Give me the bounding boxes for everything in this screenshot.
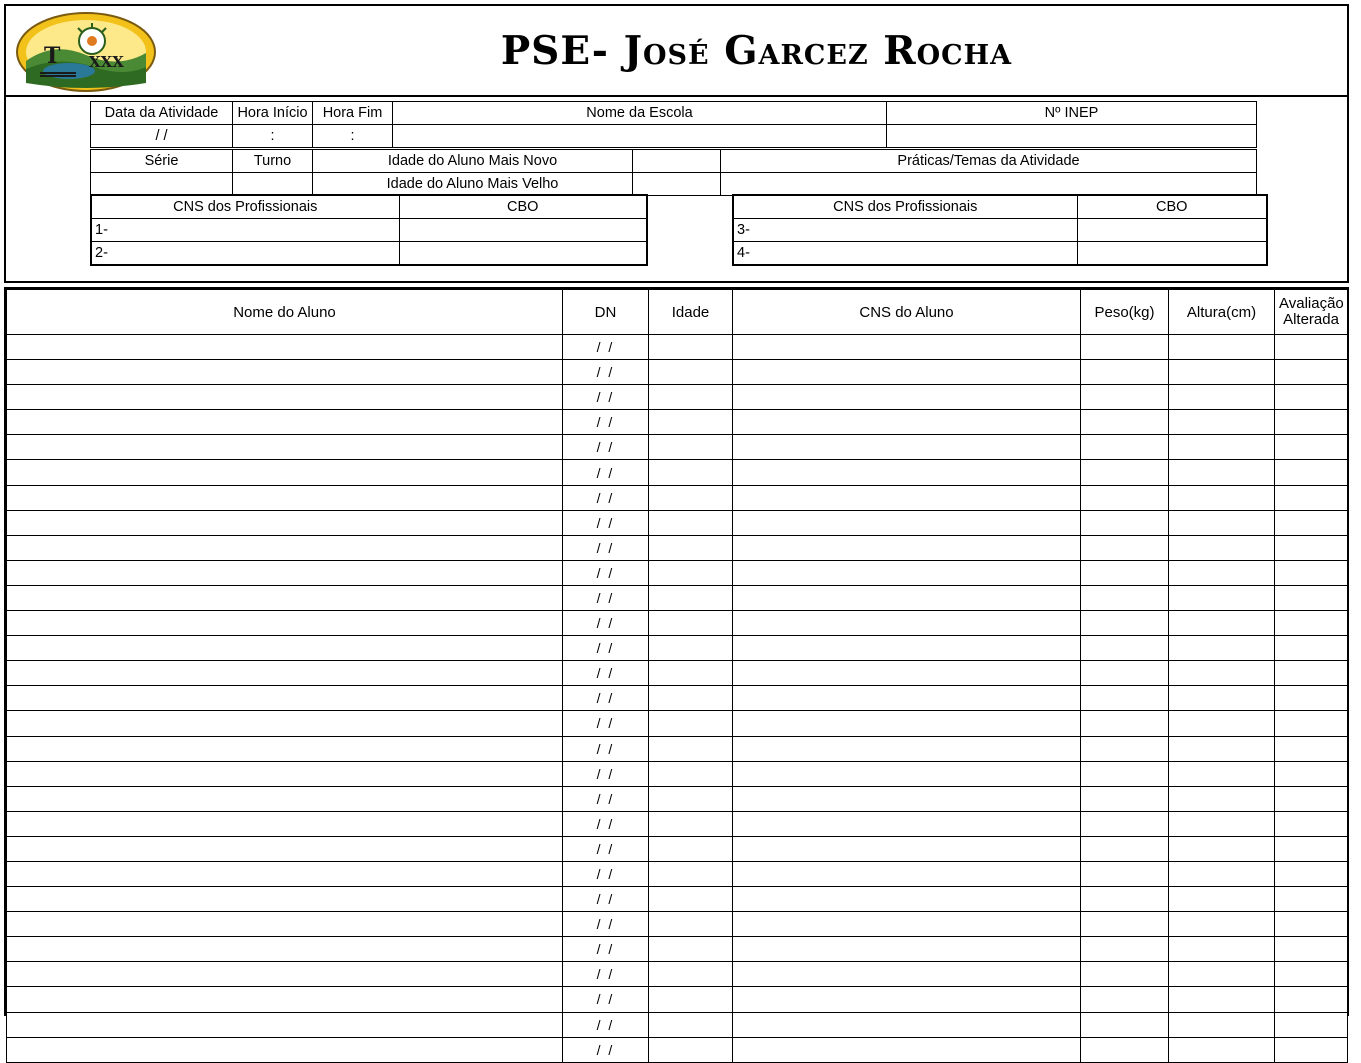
table-row	[7, 636, 1348, 661]
cell-peso[interactable]	[1081, 711, 1169, 736]
cell-cns-aluno[interactable]	[733, 937, 1081, 962]
cell-cns-aluno[interactable]	[733, 786, 1081, 811]
cell-peso[interactable]	[1081, 1037, 1169, 1062]
table-row	[7, 761, 1348, 786]
cell-altura[interactable]	[1169, 736, 1275, 761]
field-nome-escola[interactable]	[393, 125, 887, 148]
cell-dn[interactable]: / /	[563, 962, 649, 987]
cell-avaliacao-alterada[interactable]	[1275, 1037, 1348, 1062]
table-row	[7, 385, 1348, 410]
cell-peso[interactable]	[1081, 585, 1169, 610]
cell-nome-aluno[interactable]	[7, 786, 563, 811]
cell-peso[interactable]	[1081, 811, 1169, 836]
column-header-cns-aluno: CNS do Aluno	[733, 290, 1081, 335]
field-praticas-temas[interactable]	[721, 173, 1257, 196]
column-header-altura: Altura(cm)	[1169, 290, 1275, 335]
cell-peso[interactable]	[1081, 360, 1169, 385]
cell-idade[interactable]	[649, 636, 733, 661]
cell-dn[interactable]: / /	[563, 736, 649, 761]
label-hora-inicio: Hora Início	[233, 102, 313, 125]
cell-dn[interactable]: / /	[563, 836, 649, 861]
cell-idade[interactable]	[649, 335, 733, 360]
table-row	[7, 1012, 1348, 1037]
form-row-labels-2	[91, 150, 1257, 173]
students-table-container	[4, 287, 1349, 1058]
cell-idade[interactable]	[649, 360, 733, 385]
cell-dn[interactable]: / /	[563, 912, 649, 937]
cell-nome-aluno[interactable]	[7, 410, 563, 435]
cell-dn[interactable]: / /	[563, 535, 649, 560]
cell-idade[interactable]	[649, 611, 733, 636]
cell-nome-aluno[interactable]	[7, 887, 563, 912]
cell-altura[interactable]	[1169, 987, 1275, 1012]
cell-avaliacao-alterada[interactable]	[1275, 410, 1348, 435]
table-row	[7, 736, 1348, 761]
cell-avaliacao-alterada[interactable]	[1275, 661, 1348, 686]
field-cns-profissional-1[interactable]: 1-	[91, 219, 399, 242]
field-cbo-2[interactable]	[399, 242, 647, 266]
cell-peso[interactable]	[1081, 535, 1169, 560]
svg-text:T: T	[44, 43, 61, 69]
cell-dn[interactable]: / /	[563, 1037, 649, 1062]
cell-nome-aluno[interactable]	[7, 711, 563, 736]
cell-idade[interactable]	[649, 1012, 733, 1037]
column-header-idade: Idade	[649, 290, 733, 335]
cell-avaliacao-alterada[interactable]	[1275, 736, 1348, 761]
table-row	[7, 360, 1348, 385]
cell-nome-aluno[interactable]	[7, 937, 563, 962]
cell-cns-aluno[interactable]	[733, 410, 1081, 435]
cell-altura[interactable]	[1169, 912, 1275, 937]
field-turno[interactable]	[233, 173, 313, 196]
cell-dn[interactable]: / /	[563, 435, 649, 460]
cell-cns-aluno[interactable]	[733, 335, 1081, 360]
cell-idade[interactable]	[649, 736, 733, 761]
cell-idade[interactable]	[649, 811, 733, 836]
cell-altura[interactable]	[1169, 811, 1275, 836]
table-row	[7, 962, 1348, 987]
column-header-nome-aluno: Nome do Aluno	[7, 290, 563, 335]
cell-cns-aluno[interactable]	[733, 861, 1081, 886]
cell-dn[interactable]: / /	[563, 937, 649, 962]
form-row-values-2	[91, 173, 1257, 196]
label-cbo-left: CBO	[399, 195, 647, 219]
professional-row-3	[733, 219, 1267, 242]
cell-idade[interactable]	[649, 385, 733, 410]
label-cns-profissionais-left: CNS dos Profissionais	[91, 195, 399, 219]
professionals-right-header	[733, 195, 1267, 219]
label-turno: Turno	[233, 150, 313, 173]
cell-cns-aluno[interactable]	[733, 636, 1081, 661]
cell-cns-aluno[interactable]	[733, 987, 1081, 1012]
cell-altura[interactable]	[1169, 711, 1275, 736]
cell-nome-aluno[interactable]	[7, 1012, 563, 1037]
cell-cns-aluno[interactable]	[733, 1012, 1081, 1037]
cell-altura[interactable]	[1169, 962, 1275, 987]
field-hora-inicio[interactable]: :	[233, 125, 313, 148]
cell-altura[interactable]	[1169, 1037, 1275, 1062]
field-numero-inep[interactable]	[887, 125, 1257, 148]
cell-peso[interactable]	[1081, 937, 1169, 962]
cell-cns-aluno[interactable]	[733, 510, 1081, 535]
cell-nome-aluno[interactable]	[7, 485, 563, 510]
page-title: PSE- José Garcez Rocha	[500, 27, 1013, 74]
label-praticas-temas: Práticas/Temas da Atividade	[721, 150, 1257, 173]
cell-nome-aluno[interactable]	[7, 360, 563, 385]
cell-dn[interactable]: / /	[563, 385, 649, 410]
cell-altura[interactable]	[1169, 686, 1275, 711]
cell-dn[interactable]: / /	[563, 335, 649, 360]
cell-cns-aluno[interactable]	[733, 661, 1081, 686]
form-professionals-left	[90, 194, 648, 266]
cell-avaliacao-alterada[interactable]	[1275, 836, 1348, 861]
cell-altura[interactable]	[1169, 460, 1275, 485]
cell-altura[interactable]	[1169, 485, 1275, 510]
activity-form-block	[4, 97, 1349, 283]
cell-dn[interactable]: / /	[563, 510, 649, 535]
cell-peso[interactable]	[1081, 861, 1169, 886]
cell-peso[interactable]	[1081, 887, 1169, 912]
cell-idade[interactable]	[649, 535, 733, 560]
cell-altura[interactable]	[1169, 887, 1275, 912]
cell-cns-aluno[interactable]	[733, 435, 1081, 460]
cell-idade[interactable]	[649, 510, 733, 535]
table-row	[7, 335, 1348, 360]
cell-avaliacao-alterada[interactable]	[1275, 360, 1348, 385]
cell-avaliacao-alterada[interactable]	[1275, 912, 1348, 937]
cell-peso[interactable]	[1081, 485, 1169, 510]
table-row	[7, 485, 1348, 510]
cell-idade[interactable]	[649, 1037, 733, 1062]
cell-nome-aluno[interactable]	[7, 535, 563, 560]
field-cbo-1[interactable]	[399, 219, 647, 242]
cell-peso[interactable]	[1081, 686, 1169, 711]
field-cbo-3[interactable]	[1077, 219, 1267, 242]
cell-altura[interactable]	[1169, 360, 1275, 385]
professional-row-2	[91, 242, 647, 266]
cell-idade[interactable]	[649, 962, 733, 987]
cell-avaliacao-alterada[interactable]	[1275, 937, 1348, 962]
students-table	[6, 289, 1348, 1063]
cell-altura[interactable]	[1169, 661, 1275, 686]
cell-nome-aluno[interactable]	[7, 761, 563, 786]
cell-avaliacao-alterada[interactable]	[1275, 335, 1348, 360]
cell-nome-aluno[interactable]	[7, 987, 563, 1012]
cell-nome-aluno[interactable]	[7, 611, 563, 636]
cell-avaliacao-alterada[interactable]	[1275, 535, 1348, 560]
cell-nome-aluno[interactable]	[7, 510, 563, 535]
cell-altura[interactable]	[1169, 836, 1275, 861]
cell-dn[interactable]: / /	[563, 636, 649, 661]
field-cns-profissional-4[interactable]: 4-	[733, 242, 1077, 266]
label-idade-aluno-mais-novo: Idade do Aluno Mais Novo	[313, 150, 633, 173]
cell-cns-aluno[interactable]	[733, 385, 1081, 410]
cell-dn[interactable]: / /	[563, 1012, 649, 1037]
cell-altura[interactable]	[1169, 560, 1275, 585]
field-serie[interactable]	[91, 173, 233, 196]
cell-avaliacao-alterada[interactable]	[1275, 485, 1348, 510]
label-cbo-right: CBO	[1077, 195, 1267, 219]
cell-peso[interactable]	[1081, 335, 1169, 360]
cell-peso[interactable]	[1081, 560, 1169, 585]
cell-nome-aluno[interactable]	[7, 736, 563, 761]
cell-peso[interactable]	[1081, 1012, 1169, 1037]
professional-row-1	[91, 219, 647, 242]
table-row	[7, 560, 1348, 585]
cell-cns-aluno[interactable]	[733, 887, 1081, 912]
cell-nome-aluno[interactable]	[7, 460, 563, 485]
professionals-left-header	[91, 195, 647, 219]
field-cbo-4[interactable]	[1077, 242, 1267, 266]
field-data-atividade[interactable]: / /	[91, 125, 233, 148]
cell-peso[interactable]	[1081, 661, 1169, 686]
field-idade-aluno-mais-velho[interactable]	[633, 173, 721, 196]
form-professionals-right	[732, 194, 1268, 266]
cell-peso[interactable]	[1081, 611, 1169, 636]
cell-idade[interactable]	[649, 711, 733, 736]
cell-nome-aluno[interactable]	[7, 811, 563, 836]
table-row	[7, 535, 1348, 560]
table-row	[7, 711, 1348, 736]
cell-avaliacao-alterada[interactable]	[1275, 585, 1348, 610]
cell-avaliacao-alterada[interactable]	[1275, 861, 1348, 886]
cell-nome-aluno[interactable]	[7, 435, 563, 460]
cell-nome-aluno[interactable]	[7, 560, 563, 585]
cell-avaliacao-alterada[interactable]	[1275, 711, 1348, 736]
cell-avaliacao-alterada[interactable]	[1275, 611, 1348, 636]
cell-peso[interactable]	[1081, 410, 1169, 435]
cell-altura[interactable]	[1169, 335, 1275, 360]
cell-avaliacao-alterada[interactable]	[1275, 786, 1348, 811]
cell-altura[interactable]	[1169, 435, 1275, 460]
cell-peso[interactable]	[1081, 786, 1169, 811]
field-cns-profissional-2[interactable]: 2-	[91, 242, 399, 266]
cell-peso[interactable]	[1081, 987, 1169, 1012]
cell-avaliacao-alterada[interactable]	[1275, 761, 1348, 786]
cell-altura[interactable]	[1169, 611, 1275, 636]
cell-cns-aluno[interactable]	[733, 836, 1081, 861]
cell-cns-aluno[interactable]	[733, 711, 1081, 736]
cell-dn[interactable]: / /	[563, 686, 649, 711]
cell-altura[interactable]	[1169, 535, 1275, 560]
cell-peso[interactable]	[1081, 460, 1169, 485]
cell-peso[interactable]	[1081, 912, 1169, 937]
svg-text:XXX: XXX	[89, 53, 124, 71]
table-row	[7, 861, 1348, 886]
form-row-activity-header	[90, 101, 1257, 148]
students-table-body	[7, 335, 1348, 1063]
cell-peso[interactable]	[1081, 962, 1169, 987]
form-row-values	[91, 125, 1257, 148]
cell-idade[interactable]	[649, 661, 733, 686]
table-row	[7, 686, 1348, 711]
cell-cns-aluno[interactable]	[733, 1037, 1081, 1062]
cell-idade[interactable]	[649, 761, 733, 786]
table-row	[7, 937, 1348, 962]
cell-altura[interactable]	[1169, 385, 1275, 410]
label-idade-aluno-mais-velho: Idade do Aluno Mais Velho	[313, 173, 633, 196]
column-header-avaliacao-alterada	[1275, 290, 1348, 335]
students-table-header-row	[7, 290, 1348, 335]
cell-dn[interactable]: / /	[563, 786, 649, 811]
cell-avaliacao-alterada[interactable]	[1275, 510, 1348, 535]
cell-dn[interactable]: / /	[563, 761, 649, 786]
cell-nome-aluno[interactable]	[7, 962, 563, 987]
cell-peso[interactable]	[1081, 636, 1169, 661]
cell-peso[interactable]	[1081, 836, 1169, 861]
label-serie: Série	[91, 150, 233, 173]
cell-peso[interactable]	[1081, 385, 1169, 410]
cell-idade[interactable]	[649, 585, 733, 610]
cell-cns-aluno[interactable]	[733, 912, 1081, 937]
cell-dn[interactable]: / /	[563, 987, 649, 1012]
cell-avaliacao-alterada[interactable]	[1275, 460, 1348, 485]
cell-avaliacao-alterada[interactable]	[1275, 686, 1348, 711]
cell-idade[interactable]	[649, 937, 733, 962]
avaliacao-line-2: Alterada	[1283, 311, 1339, 328]
cell-avaliacao-alterada[interactable]	[1275, 887, 1348, 912]
table-row	[7, 786, 1348, 811]
label-hora-fim: Hora Fim	[313, 102, 393, 125]
cell-cns-aluno[interactable]	[733, 962, 1081, 987]
table-row	[7, 661, 1348, 686]
cell-dn[interactable]: / /	[563, 887, 649, 912]
cell-nome-aluno[interactable]	[7, 661, 563, 686]
cell-cns-aluno[interactable]	[733, 535, 1081, 560]
cell-altura[interactable]	[1169, 786, 1275, 811]
professional-row-4	[733, 242, 1267, 266]
cell-altura[interactable]	[1169, 937, 1275, 962]
cell-peso[interactable]	[1081, 510, 1169, 535]
cell-altura[interactable]	[1169, 761, 1275, 786]
cell-idade[interactable]	[649, 861, 733, 886]
table-row	[7, 887, 1348, 912]
cell-nome-aluno[interactable]	[7, 861, 563, 886]
page-header	[4, 4, 1349, 97]
cell-peso[interactable]	[1081, 761, 1169, 786]
cell-idade[interactable]	[649, 485, 733, 510]
table-row	[7, 611, 1348, 636]
table-row	[7, 510, 1348, 535]
cell-cns-aluno[interactable]	[733, 761, 1081, 786]
cell-idade[interactable]	[649, 987, 733, 1012]
label-cns-profissionais-right: CNS dos Profissionais	[733, 195, 1077, 219]
cell-cns-aluno[interactable]	[733, 560, 1081, 585]
cell-avaliacao-alterada[interactable]	[1275, 962, 1348, 987]
cell-dn[interactable]: / /	[563, 360, 649, 385]
cell-avaliacao-alterada[interactable]	[1275, 1012, 1348, 1037]
cell-avaliacao-alterada[interactable]	[1275, 811, 1348, 836]
cell-avaliacao-alterada[interactable]	[1275, 987, 1348, 1012]
cell-peso[interactable]	[1081, 736, 1169, 761]
cell-altura[interactable]	[1169, 410, 1275, 435]
cell-idade[interactable]	[649, 912, 733, 937]
table-row	[7, 811, 1348, 836]
form-row-serie-turno-idades	[90, 149, 1257, 196]
cell-peso[interactable]	[1081, 435, 1169, 460]
cell-idade[interactable]	[649, 410, 733, 435]
cell-dn[interactable]: / /	[563, 485, 649, 510]
cell-dn[interactable]: / /	[563, 460, 649, 485]
cell-cns-aluno[interactable]	[733, 585, 1081, 610]
cell-cns-aluno[interactable]	[733, 686, 1081, 711]
cell-dn[interactable]: / /	[563, 560, 649, 585]
cell-nome-aluno[interactable]	[7, 385, 563, 410]
cell-altura[interactable]	[1169, 510, 1275, 535]
form-row-labels	[91, 102, 1257, 125]
cell-idade[interactable]	[649, 786, 733, 811]
cell-cns-aluno[interactable]	[733, 460, 1081, 485]
cell-nome-aluno[interactable]	[7, 912, 563, 937]
cell-avaliacao-alterada[interactable]	[1275, 636, 1348, 661]
cell-avaliacao-alterada[interactable]	[1275, 435, 1348, 460]
cell-nome-aluno[interactable]	[7, 686, 563, 711]
cell-nome-aluno[interactable]	[7, 836, 563, 861]
cell-altura[interactable]	[1169, 1012, 1275, 1037]
cell-cns-aluno[interactable]	[733, 485, 1081, 510]
cell-idade[interactable]	[649, 435, 733, 460]
cell-nome-aluno[interactable]	[7, 335, 563, 360]
table-row	[7, 912, 1348, 937]
table-row	[7, 410, 1348, 435]
cell-cns-aluno[interactable]	[733, 736, 1081, 761]
cell-nome-aluno[interactable]	[7, 585, 563, 610]
cell-cns-aluno[interactable]	[733, 360, 1081, 385]
cell-dn[interactable]: / /	[563, 861, 649, 886]
field-hora-fim[interactable]: :	[313, 125, 393, 148]
table-row	[7, 836, 1348, 861]
cell-altura[interactable]	[1169, 636, 1275, 661]
column-header-dn: DN	[563, 290, 649, 335]
cell-dn[interactable]: / /	[563, 811, 649, 836]
cell-avaliacao-alterada[interactable]	[1275, 560, 1348, 585]
cell-idade[interactable]	[649, 836, 733, 861]
label-numero-inep: Nº INEP	[887, 102, 1257, 125]
school-emblem-logo-icon	[14, 11, 158, 93]
cell-idade[interactable]	[649, 560, 733, 585]
field-cns-profissional-3[interactable]: 3-	[733, 219, 1077, 242]
cell-idade[interactable]	[649, 686, 733, 711]
table-row	[7, 460, 1348, 485]
cell-dn[interactable]: / /	[563, 611, 649, 636]
column-header-peso: Peso(kg)	[1081, 290, 1169, 335]
table-row	[7, 585, 1348, 610]
cell-cns-aluno[interactable]	[733, 611, 1081, 636]
avaliacao-line-1: Avaliação	[1279, 295, 1344, 313]
label-nome-escola: Nome da Escola	[393, 102, 887, 125]
table-row	[7, 987, 1348, 1012]
table-row	[7, 435, 1348, 460]
cell-avaliacao-alterada[interactable]	[1275, 385, 1348, 410]
cell-dn[interactable]: / /	[563, 410, 649, 435]
label-data-atividade: Data da Atividade	[91, 102, 233, 125]
cell-idade[interactable]	[649, 460, 733, 485]
cell-dn[interactable]: / /	[563, 661, 649, 686]
cell-nome-aluno[interactable]	[7, 1037, 563, 1062]
cell-idade[interactable]	[649, 887, 733, 912]
cell-altura[interactable]	[1169, 585, 1275, 610]
cell-nome-aluno[interactable]	[7, 636, 563, 661]
cell-dn[interactable]: / /	[563, 711, 649, 736]
field-idade-aluno-mais-novo[interactable]	[633, 150, 721, 173]
cell-dn[interactable]: / /	[563, 585, 649, 610]
cell-altura[interactable]	[1169, 861, 1275, 886]
table-row	[7, 1037, 1348, 1062]
cell-cns-aluno[interactable]	[733, 811, 1081, 836]
